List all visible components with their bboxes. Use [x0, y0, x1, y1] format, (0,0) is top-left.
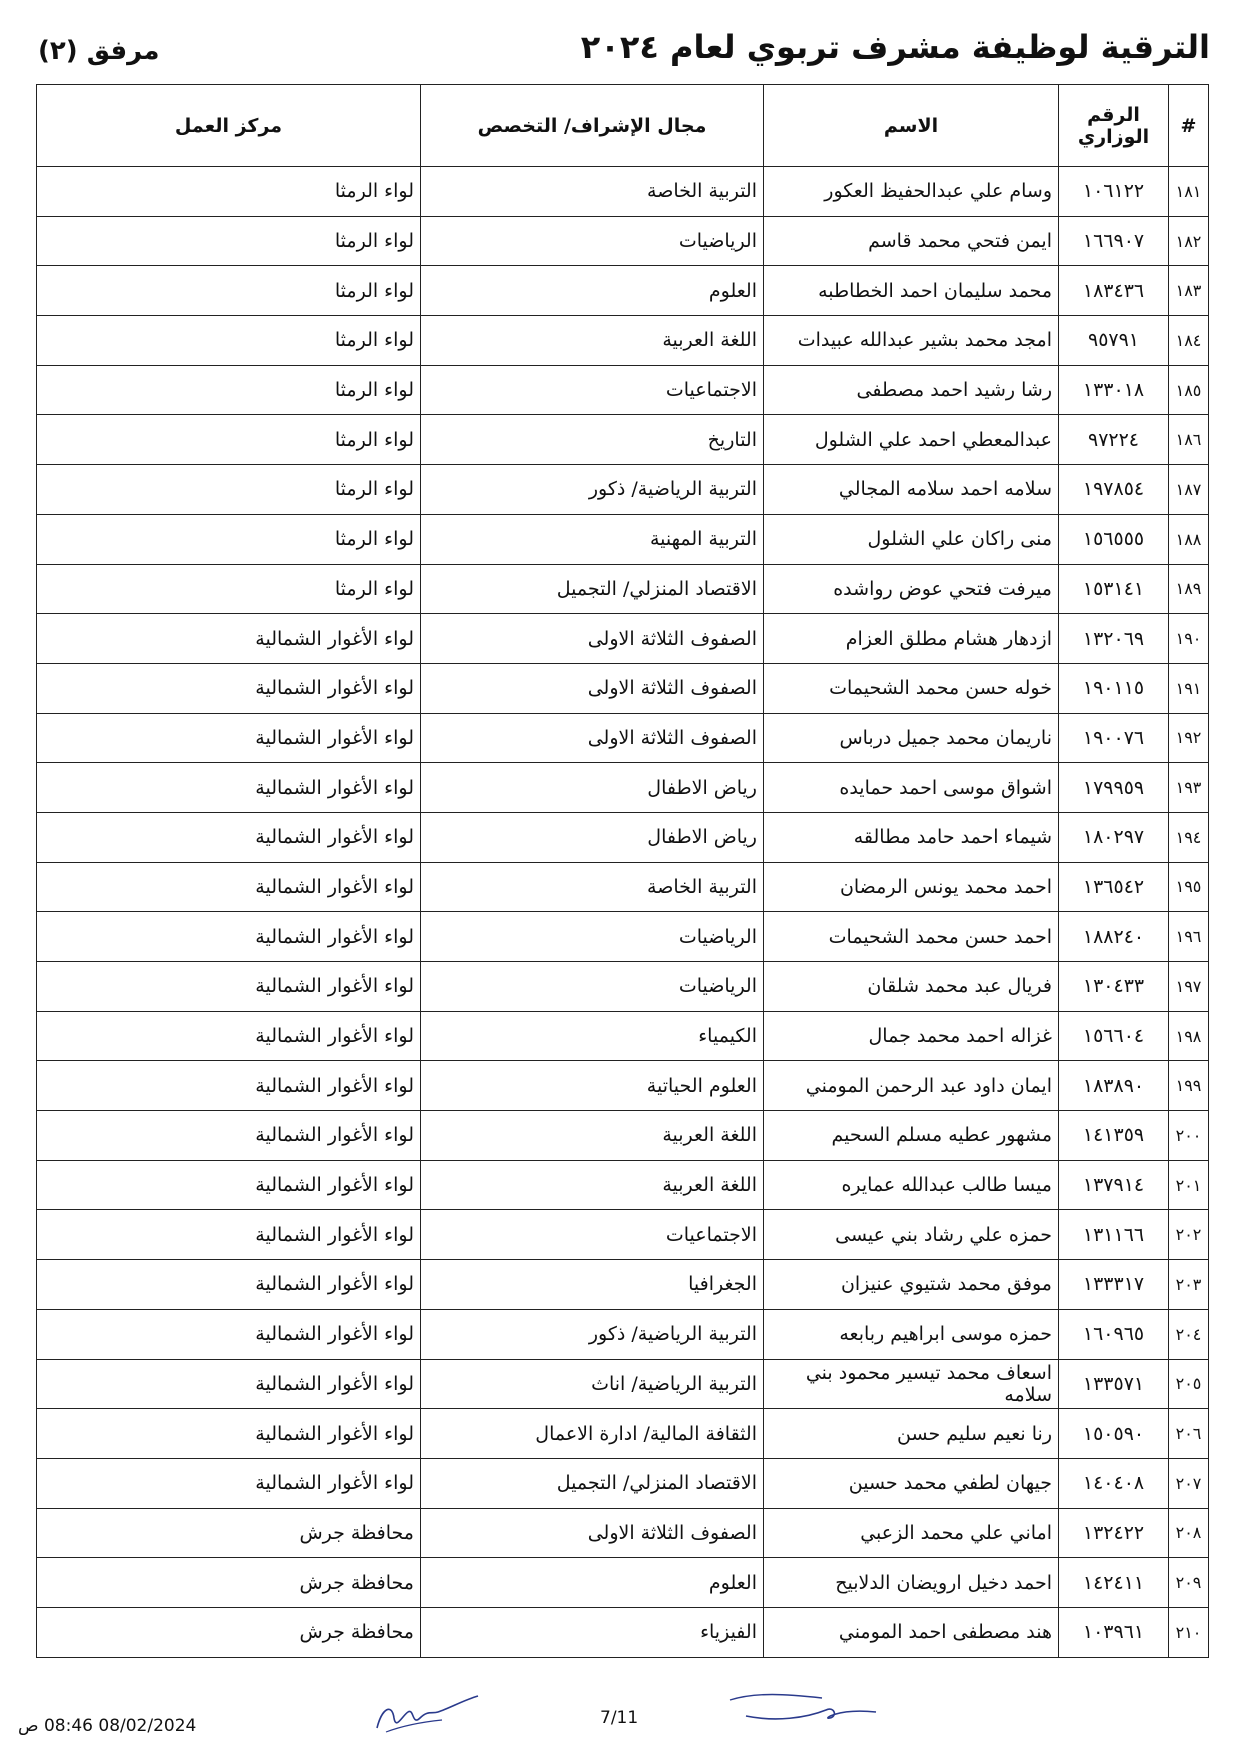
cell-ministerial-id: ١٥٠٥٩٠: [1059, 1409, 1169, 1459]
cell-field: الصفوف الثلاثة الاولى: [421, 663, 764, 713]
cell-work-center: محافظة جرش: [37, 1508, 421, 1558]
cell-ministerial-id: ١٣٣٣١٧: [1059, 1260, 1169, 1310]
cell-work-center: لواء الرمثا: [37, 266, 421, 316]
table-row: [37, 763, 1209, 813]
cell-field: العلوم: [421, 1558, 764, 1608]
cell-work-center: لواء الأغوار الشمالية: [37, 1160, 421, 1210]
cell-work-center: محافظة جرش: [37, 1607, 421, 1657]
cell-name: هند مصطفى احمد المومني: [764, 1607, 1059, 1657]
cell-num: ١٨٧: [1169, 465, 1209, 515]
cell-ministerial-id: ١٦٠٩٦٥: [1059, 1309, 1169, 1359]
table-row: [37, 1558, 1209, 1608]
cell-num: ١٨٣: [1169, 266, 1209, 316]
cell-field: التربية الرياضية/ ذكور: [421, 1309, 764, 1359]
cell-work-center: لواء الأغوار الشمالية: [37, 1011, 421, 1061]
cell-work-center: لواء الرمثا: [37, 564, 421, 614]
cell-field: التربية الخاصة: [421, 167, 764, 217]
cell-ministerial-id: ١٤١٣٥٩: [1059, 1111, 1169, 1161]
cell-name: مشهور عطيه مسلم السحيم: [764, 1111, 1059, 1161]
cell-ministerial-id: ١٣٣٥٧١: [1059, 1359, 1169, 1409]
cell-field: الاجتماعيات: [421, 365, 764, 415]
cell-num: ١٨٩: [1169, 564, 1209, 614]
page-title: الترقية لوظيفة مشرف تربوي لعام ٢٠٢٤: [580, 28, 1210, 66]
cell-name: عبدالمعطي احمد علي الشلول: [764, 415, 1059, 465]
cell-work-center: لواء الأغوار الشمالية: [37, 1061, 421, 1111]
table-row: [37, 912, 1209, 962]
cell-name: شيماء احمد حامد مطالقه: [764, 812, 1059, 862]
cell-work-center: لواء الرمثا: [37, 465, 421, 515]
cell-work-center: لواء الأغوار الشمالية: [37, 663, 421, 713]
cell-work-center: لواء الرمثا: [37, 167, 421, 217]
cell-ministerial-id: ١٩٠١١٥: [1059, 663, 1169, 713]
table-row: [37, 1409, 1209, 1459]
cell-name: ايمان داود عبد الرحمن المومني: [764, 1061, 1059, 1111]
cell-field: رياض الاطفال: [421, 812, 764, 862]
cell-field: الصفوف الثلاثة الاولى: [421, 614, 764, 664]
cell-name: محمد سليمان احمد الخطاطبه: [764, 266, 1059, 316]
cell-name: موفق محمد شتيوي عنيزان: [764, 1260, 1059, 1310]
cell-ministerial-id: ١٣٢٠٦٩: [1059, 614, 1169, 664]
cell-ministerial-id: ١٩٧٨٥٤: [1059, 465, 1169, 515]
cell-ministerial-id: ١٣٢٤٢٢: [1059, 1508, 1169, 1558]
cell-field: التاريخ: [421, 415, 764, 465]
cell-name: ميرفت فتحي عوض رواشده: [764, 564, 1059, 614]
cell-num: ١٨٦: [1169, 415, 1209, 465]
table-row: [37, 365, 1209, 415]
cell-num: ١٩٩: [1169, 1061, 1209, 1111]
table-row: [37, 812, 1209, 862]
table-row: [37, 167, 1209, 217]
cell-num: ١٩١: [1169, 663, 1209, 713]
cell-work-center: لواء الأغوار الشمالية: [37, 763, 421, 813]
cell-field: التربية الرياضية/ ذكور: [421, 465, 764, 515]
cell-name: اماني علي محمد الزعبي: [764, 1508, 1059, 1558]
table-row: [37, 1309, 1209, 1359]
cell-num: ١٩٦: [1169, 912, 1209, 962]
table-row: [37, 564, 1209, 614]
table-row: [37, 316, 1209, 366]
cell-num: ١٩٥: [1169, 862, 1209, 912]
cell-name: ميسا طالب عبدالله عمايره: [764, 1160, 1059, 1210]
table-row: [37, 1508, 1209, 1558]
cell-field: الاجتماعيات: [421, 1210, 764, 1260]
cell-ministerial-id: ١٨٨٢٤٠: [1059, 912, 1169, 962]
cell-name: منى راكان علي الشلول: [764, 514, 1059, 564]
header-ministerial-id: الرقم الوزاري: [1059, 85, 1169, 167]
table-row: [37, 1359, 1209, 1409]
cell-num: ١٩٣: [1169, 763, 1209, 813]
cell-work-center: محافظة جرش: [37, 1558, 421, 1608]
cell-work-center: لواء الأغوار الشمالية: [37, 1409, 421, 1459]
cell-num: ٢٠٣: [1169, 1260, 1209, 1310]
cell-num: ٢٠٢: [1169, 1210, 1209, 1260]
promotion-table: [36, 84, 1209, 1658]
cell-ministerial-id: ١٣١١٦٦: [1059, 1210, 1169, 1260]
cell-name: خوله حسن محمد الشحيمات: [764, 663, 1059, 713]
cell-name: رنا نعيم سليم حسن: [764, 1409, 1059, 1459]
table-body: [37, 167, 1209, 1658]
cell-ministerial-id: ١٣٦٥٤٢: [1059, 862, 1169, 912]
cell-field: الرياضيات: [421, 962, 764, 1012]
table-row: [37, 216, 1209, 266]
cell-num: ١٨٥: [1169, 365, 1209, 415]
table-row: [37, 1210, 1209, 1260]
signature-icon: [726, 1688, 886, 1728]
header-field: مجال الإشراف/ التخصص: [421, 85, 764, 167]
table-row: [37, 1260, 1209, 1310]
cell-ministerial-id: ١٦٦٩٠٧: [1059, 216, 1169, 266]
cell-ministerial-id: ١٥٣١٤١: [1059, 564, 1169, 614]
cell-ministerial-id: ٩٥٧٩١: [1059, 316, 1169, 366]
cell-field: الجغرافيا: [421, 1260, 764, 1310]
cell-work-center: لواء الأغوار الشمالية: [37, 962, 421, 1012]
cell-name: احمد محمد يونس الرمضان: [764, 862, 1059, 912]
page-footer: [0, 1708, 1240, 1748]
cell-num: ٢٠٥: [1169, 1359, 1209, 1409]
cell-field: التربية الخاصة: [421, 862, 764, 912]
cell-work-center: لواء الأغوار الشمالية: [37, 614, 421, 664]
signature-icon: [372, 1688, 482, 1738]
cell-name: حمزه موسى ابراهيم ربابعه: [764, 1309, 1059, 1359]
document-header: [38, 28, 1210, 74]
cell-ministerial-id: ١٨٣٤٣٦: [1059, 266, 1169, 316]
cell-field: الصفوف الثلاثة الاولى: [421, 1508, 764, 1558]
cell-field: اللغة العربية: [421, 1160, 764, 1210]
cell-work-center: لواء الرمثا: [37, 316, 421, 366]
cell-field: الفيزياء: [421, 1607, 764, 1657]
cell-work-center: لواء الأغوار الشمالية: [37, 1458, 421, 1508]
cell-field: الرياضيات: [421, 216, 764, 266]
table-row: [37, 266, 1209, 316]
cell-name: احمد دخيل ارويضان الدلابيح: [764, 1558, 1059, 1608]
cell-num: ١٩٨: [1169, 1011, 1209, 1061]
cell-num: ١٨١: [1169, 167, 1209, 217]
cell-num: ١٩٠: [1169, 614, 1209, 664]
cell-name: جيهان لطفي محمد حسين: [764, 1458, 1059, 1508]
cell-num: ١٩٤: [1169, 812, 1209, 862]
cell-num: ٢٠٧: [1169, 1458, 1209, 1508]
cell-ministerial-id: ١٧٩٩٥٩: [1059, 763, 1169, 813]
cell-name: اشواق موسى احمد حمايده: [764, 763, 1059, 813]
cell-num: ١٩٧: [1169, 962, 1209, 1012]
cell-ministerial-id: ٩٧٢٢٤: [1059, 415, 1169, 465]
table-row: [37, 465, 1209, 515]
cell-field: اللغة العربية: [421, 1111, 764, 1161]
cell-work-center: لواء الرمثا: [37, 415, 421, 465]
cell-ministerial-id: ١٨٣٨٩٠: [1059, 1061, 1169, 1111]
cell-ministerial-id: ١٠٦١٢٢: [1059, 167, 1169, 217]
cell-num: ١٩٢: [1169, 713, 1209, 763]
cell-work-center: لواء الرمثا: [37, 365, 421, 415]
table-row: [37, 415, 1209, 465]
cell-field: الاقتصاد المنزلي/ التجميل: [421, 1458, 764, 1508]
table-row: [37, 1111, 1209, 1161]
cell-work-center: لواء الأغوار الشمالية: [37, 1210, 421, 1260]
cell-num: ١٨٨: [1169, 514, 1209, 564]
cell-work-center: لواء الأغوار الشمالية: [37, 1359, 421, 1409]
header-num: #: [1169, 85, 1209, 167]
cell-num: ٢١٠: [1169, 1607, 1209, 1657]
table-row: [37, 862, 1209, 912]
cell-field: الاقتصاد المنزلي/ التجميل: [421, 564, 764, 614]
cell-name: حمزه علي رشاد بني عيسى: [764, 1210, 1059, 1260]
cell-field: التربية الرياضية/ اناث: [421, 1359, 764, 1409]
cell-name: رشا رشيد احمد مصطفى: [764, 365, 1059, 415]
attachment-label: مرفق (٢): [38, 36, 160, 66]
cell-field: رياض الاطفال: [421, 763, 764, 813]
cell-name: احمد حسن محمد الشحيمات: [764, 912, 1059, 962]
cell-field: الكيمياء: [421, 1011, 764, 1061]
cell-num: ١٨٢: [1169, 216, 1209, 266]
cell-ministerial-id: ١٥٦٥٥٥: [1059, 514, 1169, 564]
cell-num: ٢٠٠: [1169, 1111, 1209, 1161]
cell-name: ازدهار هشام مطلق العزام: [764, 614, 1059, 664]
cell-ministerial-id: ١٤٠٤٠٨: [1059, 1458, 1169, 1508]
cell-ministerial-id: ١٨٠٢٩٧: [1059, 812, 1169, 862]
cell-field: التربية المهنية: [421, 514, 764, 564]
table-row: [37, 1607, 1209, 1657]
cell-num: ٢٠٦: [1169, 1409, 1209, 1459]
table-row: [37, 713, 1209, 763]
cell-name: ناريمان محمد جميل درباس: [764, 713, 1059, 763]
cell-ministerial-id: ١٠٣٩٦١: [1059, 1607, 1169, 1657]
cell-field: العلوم: [421, 266, 764, 316]
cell-name: غزاله احمد محمد جمال: [764, 1011, 1059, 1061]
header-work-center: مركز العمل: [37, 85, 421, 167]
cell-num: ٢٠٨: [1169, 1508, 1209, 1558]
table-row: [37, 1160, 1209, 1210]
table-row: [37, 663, 1209, 713]
cell-name: امجد محمد بشير عبدالله عبيدات: [764, 316, 1059, 366]
table-row: [37, 514, 1209, 564]
table-row: [37, 1011, 1209, 1061]
cell-name: وسام علي عبدالحفيظ العكور: [764, 167, 1059, 217]
cell-work-center: لواء الأغوار الشمالية: [37, 912, 421, 962]
table-row: [37, 962, 1209, 1012]
cell-work-center: لواء الأغوار الشمالية: [37, 812, 421, 862]
cell-ministerial-id: ١٤٢٤١١: [1059, 1558, 1169, 1608]
cell-ministerial-id: ١٩٠٠٧٦: [1059, 713, 1169, 763]
cell-name: ايمن فتحي محمد قاسم: [764, 216, 1059, 266]
cell-num: ٢٠٩: [1169, 1558, 1209, 1608]
header-name: الاسم: [764, 85, 1059, 167]
cell-work-center: لواء الأغوار الشمالية: [37, 1309, 421, 1359]
cell-name: اسعاف محمد تيسير محمود بني سلامه: [764, 1359, 1059, 1409]
cell-field: الثقافة المالية/ ادارة الاعمال: [421, 1409, 764, 1459]
cell-work-center: لواء الرمثا: [37, 514, 421, 564]
cell-num: ٢٠١: [1169, 1160, 1209, 1210]
table-header-row: [37, 85, 1209, 167]
cell-ministerial-id: ١٣٣٠١٨: [1059, 365, 1169, 415]
cell-ministerial-id: ١٥٦٦٠٤: [1059, 1011, 1169, 1061]
cell-work-center: لواء الأغوار الشمالية: [37, 1111, 421, 1161]
cell-ministerial-id: ١٣٧٩١٤: [1059, 1160, 1169, 1210]
table-row: [37, 1061, 1209, 1111]
cell-ministerial-id: ١٣٠٤٣٣: [1059, 962, 1169, 1012]
cell-name: سلامه احمد سلامه المجالي: [764, 465, 1059, 515]
cell-field: اللغة العربية: [421, 316, 764, 366]
cell-work-center: لواء الأغوار الشمالية: [37, 1260, 421, 1310]
table-row: [37, 614, 1209, 664]
cell-num: ١٨٤: [1169, 316, 1209, 366]
page-number: 7/11: [600, 1708, 639, 1728]
cell-work-center: لواء الأغوار الشمالية: [37, 713, 421, 763]
table-row: [37, 1458, 1209, 1508]
cell-work-center: لواء الأغوار الشمالية: [37, 862, 421, 912]
cell-num: ٢٠٤: [1169, 1309, 1209, 1359]
cell-field: الصفوف الثلاثة الاولى: [421, 713, 764, 763]
cell-field: العلوم الحياتية: [421, 1061, 764, 1111]
cell-name: فريال عبد محمد شلقان: [764, 962, 1059, 1012]
cell-work-center: لواء الرمثا: [37, 216, 421, 266]
cell-field: الرياضيات: [421, 912, 764, 962]
datestamp: 08/02/2024 08:46 ص: [18, 1716, 197, 1736]
